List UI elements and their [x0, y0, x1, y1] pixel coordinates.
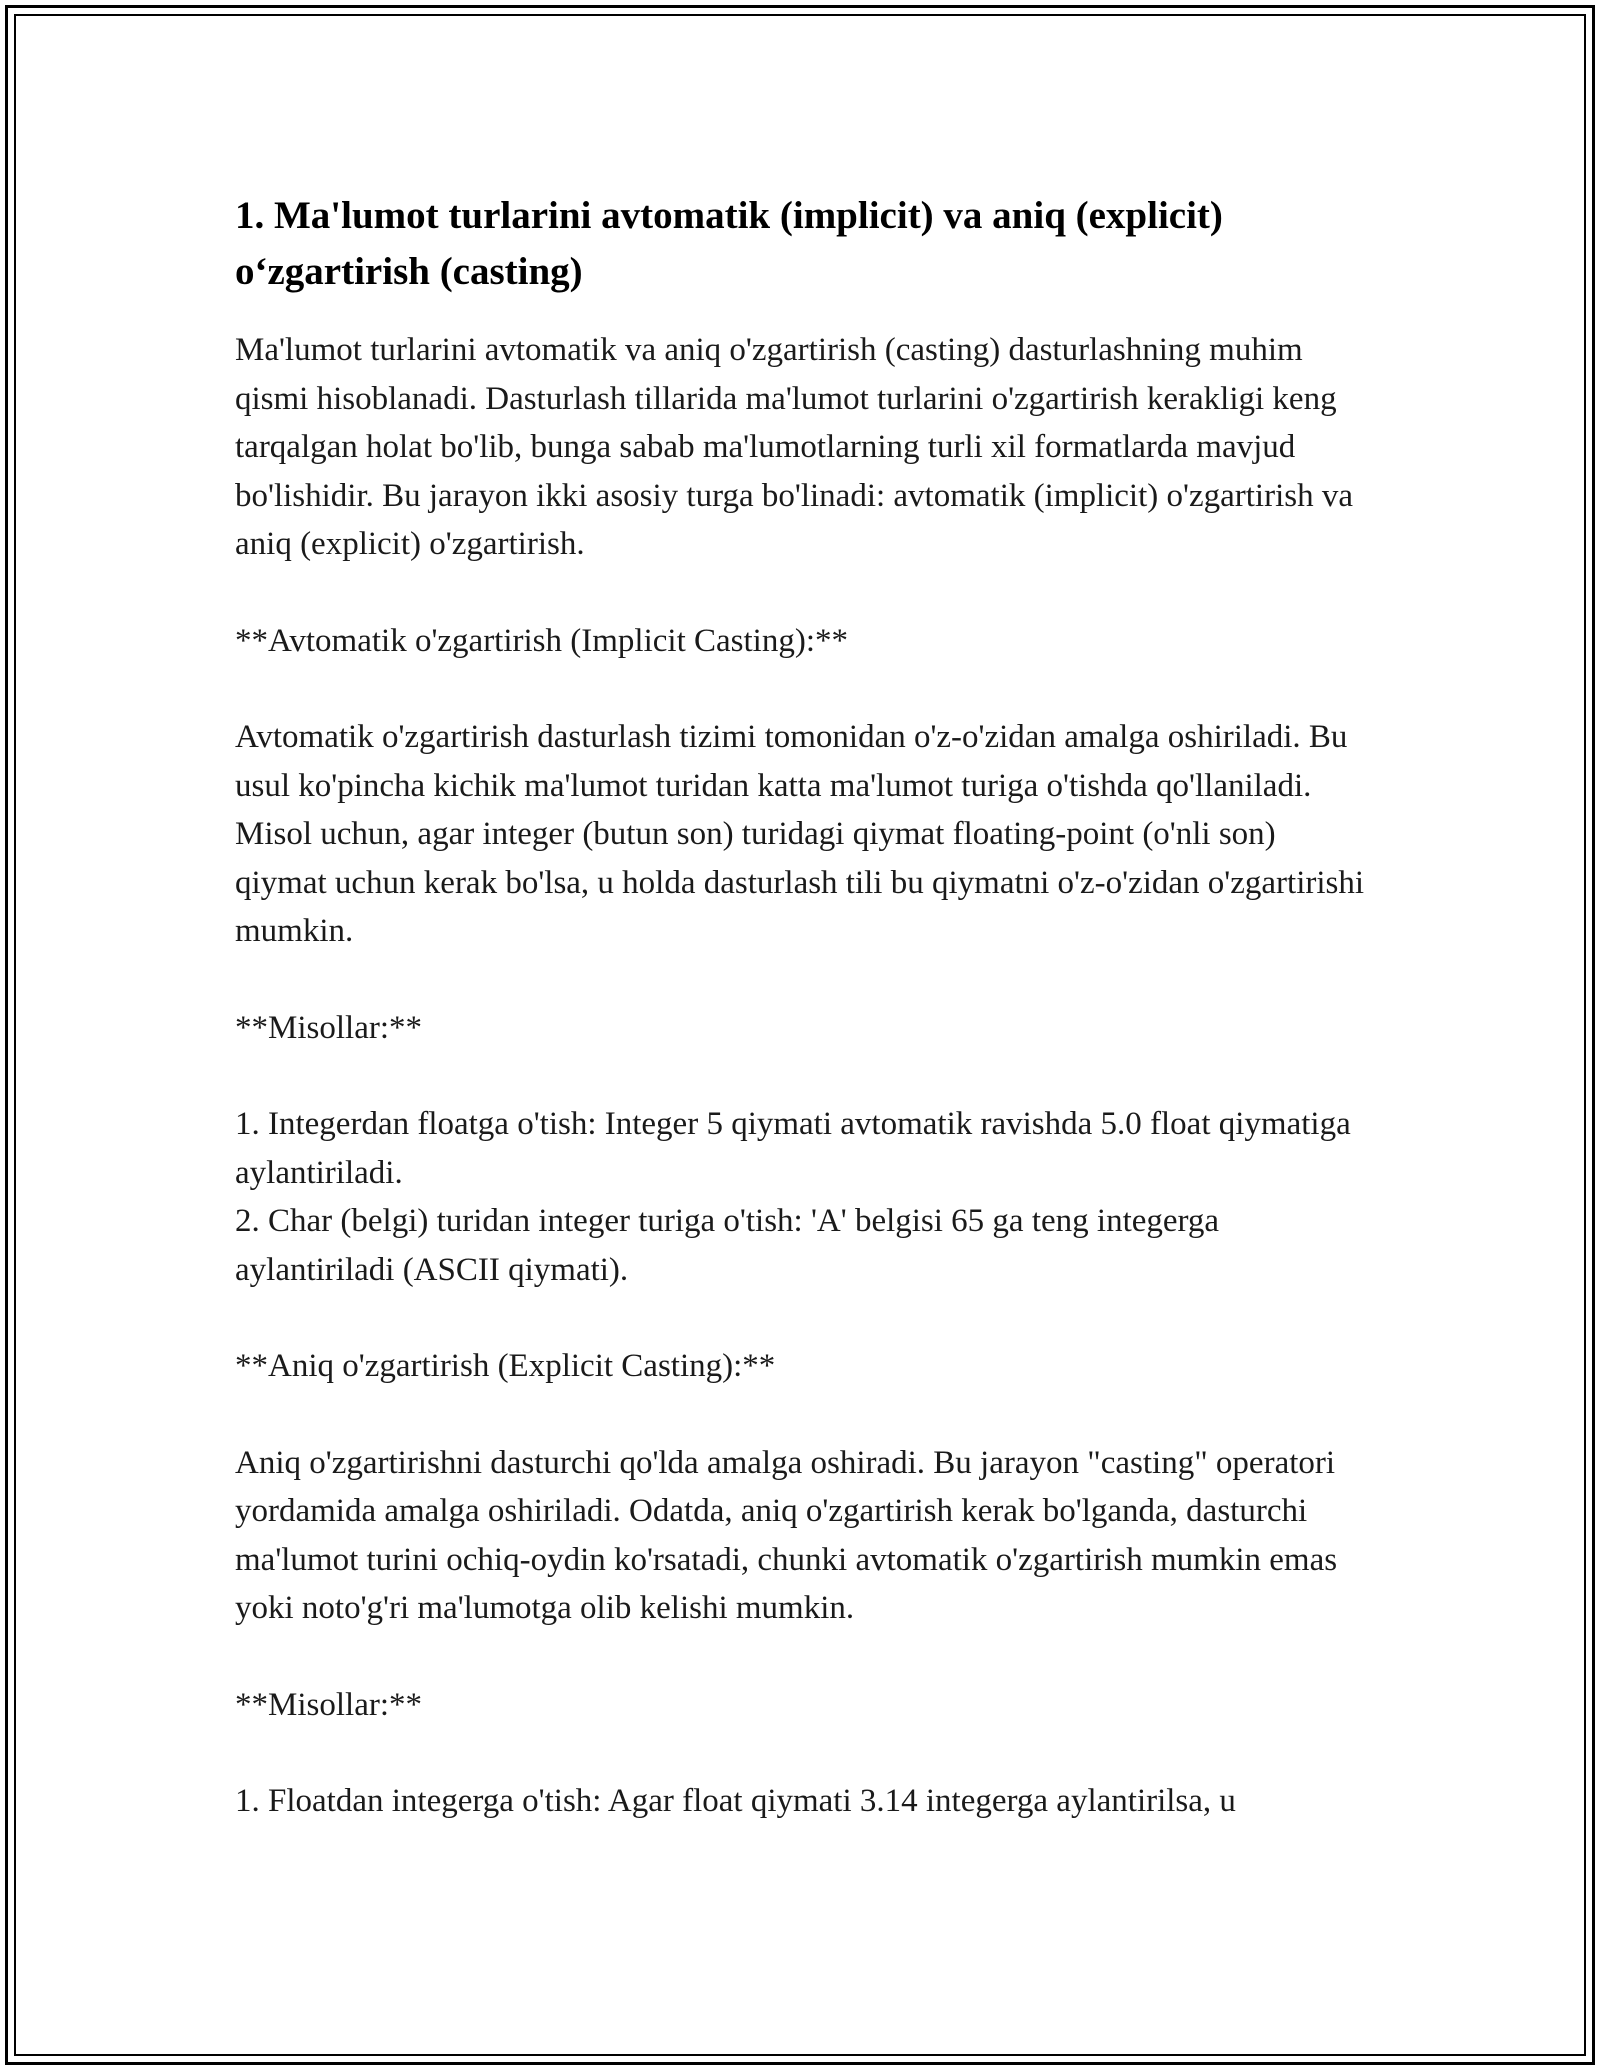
implicit-examples-heading: **Misollar:**: [235, 1009, 422, 1046]
explicit-casting-paragraph: Aniq o'zgartirishni dasturchi qo'lda amalga oshiradi. Bu jarayon "casting" operatori yordamida amalga oshiriladi. Odatda, aniq o'zgartirish kerak bo'lganda, dasturchi ma'lumot turini ochiq-oydin ko'rsatadi, chunki avtomatik o'zgartirish mumkin emas yoki noto'g'ri ma'lumotga olib kelishi mumkin.: [235, 1444, 1338, 1626]
document-body: [235, 188, 1365, 1826]
explicit-casting-heading: **Aniq o'zgartirish (Explicit Casting):**: [235, 1348, 776, 1384]
implicit-example-item: 2. Char (belgi) turidan integer turiga o'tish: 'A' belgisi 65 ga teng integerga aylantiriladi (ASCII qiymati).: [235, 1203, 1220, 1288]
explicit-example-item: 1. Floatdan integerga o'tish: Agar float qiymati 3.14 integerga aylantirilsa, u: [235, 1783, 1236, 1819]
implicit-example-item: 1. Integerdan floatga o'tish: Integer 5 qiymati avtomatik ravishda 5.0 float qiymatiga aylantiriladi.: [235, 1106, 1351, 1191]
section-title: 1. Ma'lumot turlarini avtomatik (implicit) va aniq (explicit) o‘zgartirish (casting): [235, 194, 1223, 293]
implicit-casting-heading: **Avtomatik o'zgartirish (Implicit Casting):**: [235, 622, 848, 659]
intro-paragraph: Ma'lumot turlarini avtomatik va aniq o'zgartirish (casting) dasturlashning muhim qismi hisoblanadi. Dasturlash tillarida ma'lumot turlarini o'zgartirish kerakligi keng tarqalgan holat bo'lib, bunga sabab ma'lumotlarning turli xil formatlarda mavjud bo'lishidir. Bu jarayon ikki asosiy turga bo'linadi: avtomatik (implicit) o'zgartirish va aniq (explicit) o'zgartirish.: [235, 332, 1353, 562]
explicit-examples-heading: **Misollar:**: [235, 1686, 422, 1723]
implicit-casting-paragraph: Avtomatik o'zgartirish dasturlash tizimi tomonidan o'z-o'zidan amalga oshiriladi. Bu usul ko'pincha kichik ma'lumot turidan katta ma'lumot turiga o'tishda qo'llaniladi. Misol uchun, agar integer (butun son) turidagi qiymat floating-point (o'nli son) qiymat uchun kerak bo'lsa, u holda dasturlash tili bu qiymatni o'z-o'zidan o'zgartirishi mumkin.: [235, 719, 1365, 949]
